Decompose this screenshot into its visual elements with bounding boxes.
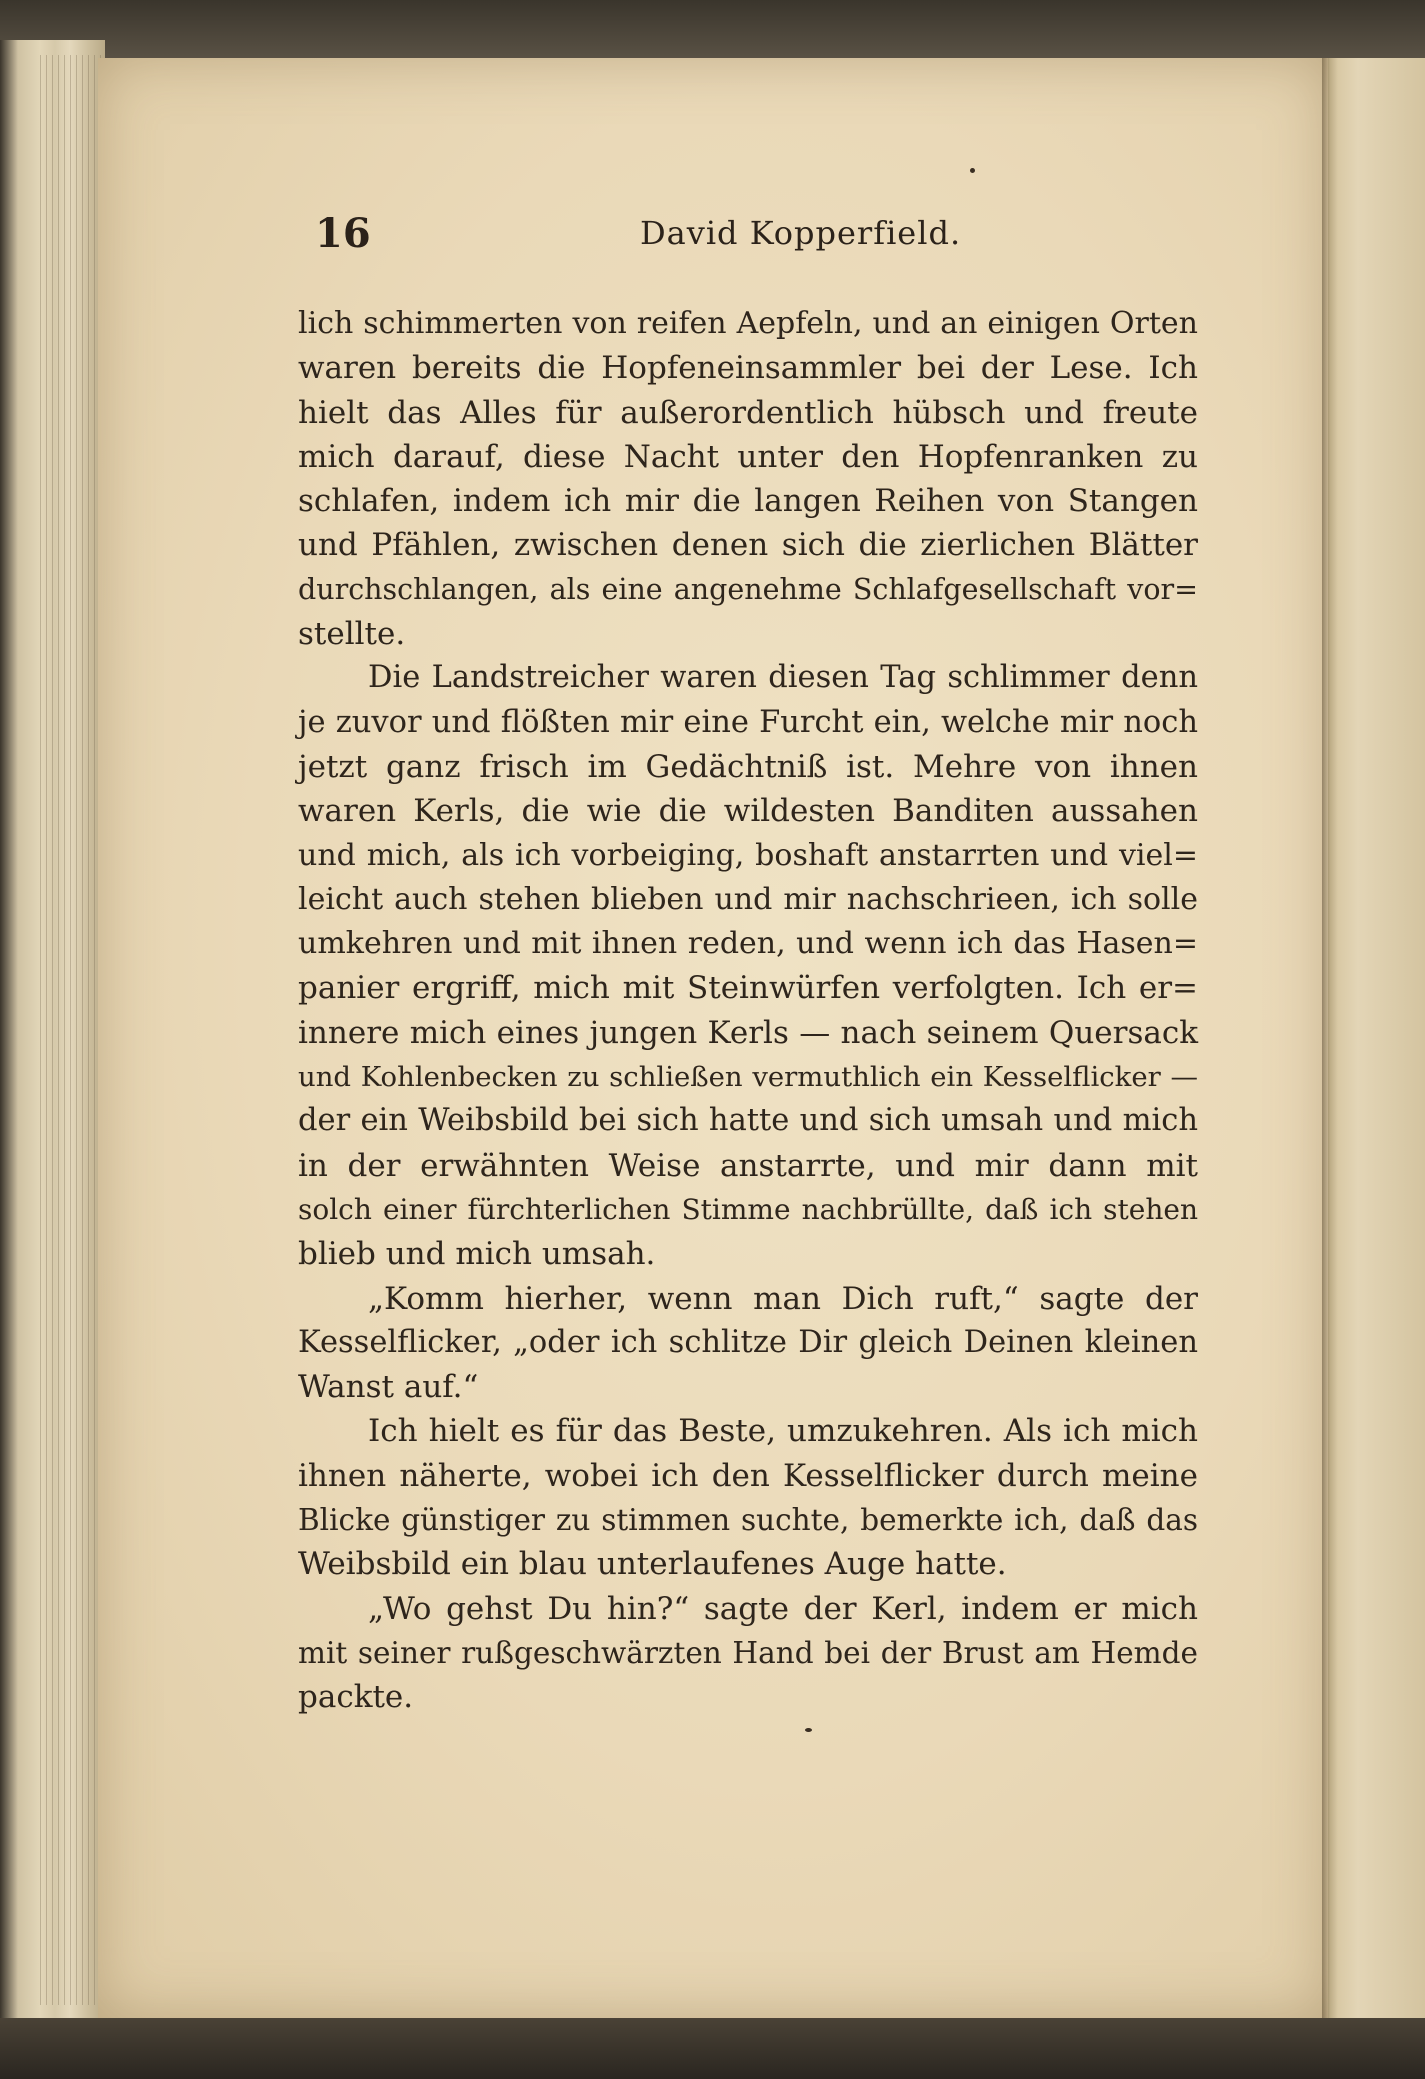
text-line: mich darauf, diese Nacht unter den Hopfenranken zu — [298, 438, 1198, 475]
text-line: „Komm hierher, wenn man Dich ruft,“ sagte der — [368, 1280, 1198, 1317]
book-cover-bottom — [0, 2018, 1425, 2079]
text-line: Die Landstreicher waren diesen Tag schlimmer denn — [368, 660, 1198, 696]
next-page-edge — [1328, 58, 1425, 2018]
page-header — [315, 210, 1185, 270]
text-line: „Wo gehst Du hin?“ sagte der Kerl, indem er mich — [368, 1590, 1198, 1627]
text-line: jetzt ganz frisch im Gedächtniß ist. Mehre von ihnen — [298, 748, 1198, 785]
text-line: mit seiner rußgeschwärzten Hand bei der Brust am Hemde — [298, 1635, 1198, 1670]
text-line: umkehren und mit ihnen reden, und wenn ich das Hasen= — [298, 926, 1198, 962]
text-line: innere mich eines jungen Kerls — nach seinem Quersack — [298, 1014, 1198, 1051]
text-line: lich schimmerten von reifen Aepfeln, und an einigen Orten — [298, 306, 1198, 341]
text-line: waren bereits die Hopfeneinsammler bei der Lese. Ich — [298, 350, 1198, 387]
text-line: ihnen näherte, wobei ich den Kesselflicker durch meine — [298, 1457, 1198, 1494]
book-cover-top — [0, 0, 1425, 60]
text-line: und mich, als ich vorbeiging, boshaft anstarrten und viel= — [298, 837, 1198, 873]
text-line: leicht auch stehen blieben und mir nachschrieen, ich solle — [298, 881, 1198, 917]
text-line: hielt das Alles für außerordentlich hübsch und freute — [298, 394, 1198, 431]
running-title: David Kopperfield. — [640, 214, 962, 252]
page-gutter-shadow — [1322, 58, 1330, 2018]
text-line: Wanst auf.“ — [298, 1369, 479, 1406]
text-line: durchschlangen, als eine angenehme Schlafgesellschaft vor= — [298, 572, 1198, 606]
text-line: Weibsbild ein blau unterlaufenes Auge hatte. — [298, 1546, 1007, 1583]
text-line: blieb und mich umsah. — [298, 1236, 656, 1273]
text-line: der ein Weibsbild bei sich hatte und sich umsah und mich — [298, 1103, 1198, 1139]
text-line: waren Kerls, die wie die wildesten Banditen aussahen — [298, 793, 1198, 830]
text-line: Kesselflicker, „oder ich schlitze Dir gleich Deinen kleinen — [298, 1324, 1198, 1360]
page-leaves — [40, 55, 105, 2005]
ink-speck — [970, 168, 975, 173]
ink-speck — [805, 1728, 812, 1732]
text-line: und Kohlenbecken zu schließen vermuthlich ein Kesselflicker — — [298, 1061, 1198, 1094]
text-line: in der erwähnten Weise anstarrte, und mir dann mit — [298, 1147, 1198, 1184]
text-line: Blicke günstiger zu stimmen suchte, bemerkte ich, daß das — [298, 1503, 1198, 1538]
text-line: solch einer fürchterlichen Stimme nachbrüllte, daß ich stehen — [298, 1192, 1198, 1226]
text-line: schlafen, indem ich mir die langen Reihen von Stangen — [298, 483, 1198, 520]
page-number: 16 — [315, 210, 371, 257]
body-text — [298, 302, 1198, 1720]
text-line: packte. — [298, 1679, 414, 1716]
text-line: panier ergriff, mich mit Steinwürfen verfolgten. Ich er= — [298, 970, 1198, 1007]
text-line: und Pfählen, zwischen denen sich die zierlichen Blätter — [298, 527, 1198, 564]
text-line: je zuvor und flößten mir eine Furcht ein, welche mir noch — [298, 704, 1198, 740]
text-line: Ich hielt es für das Beste, umzukehren. Als ich mich — [368, 1413, 1198, 1450]
text-line: stellte. — [298, 616, 406, 653]
